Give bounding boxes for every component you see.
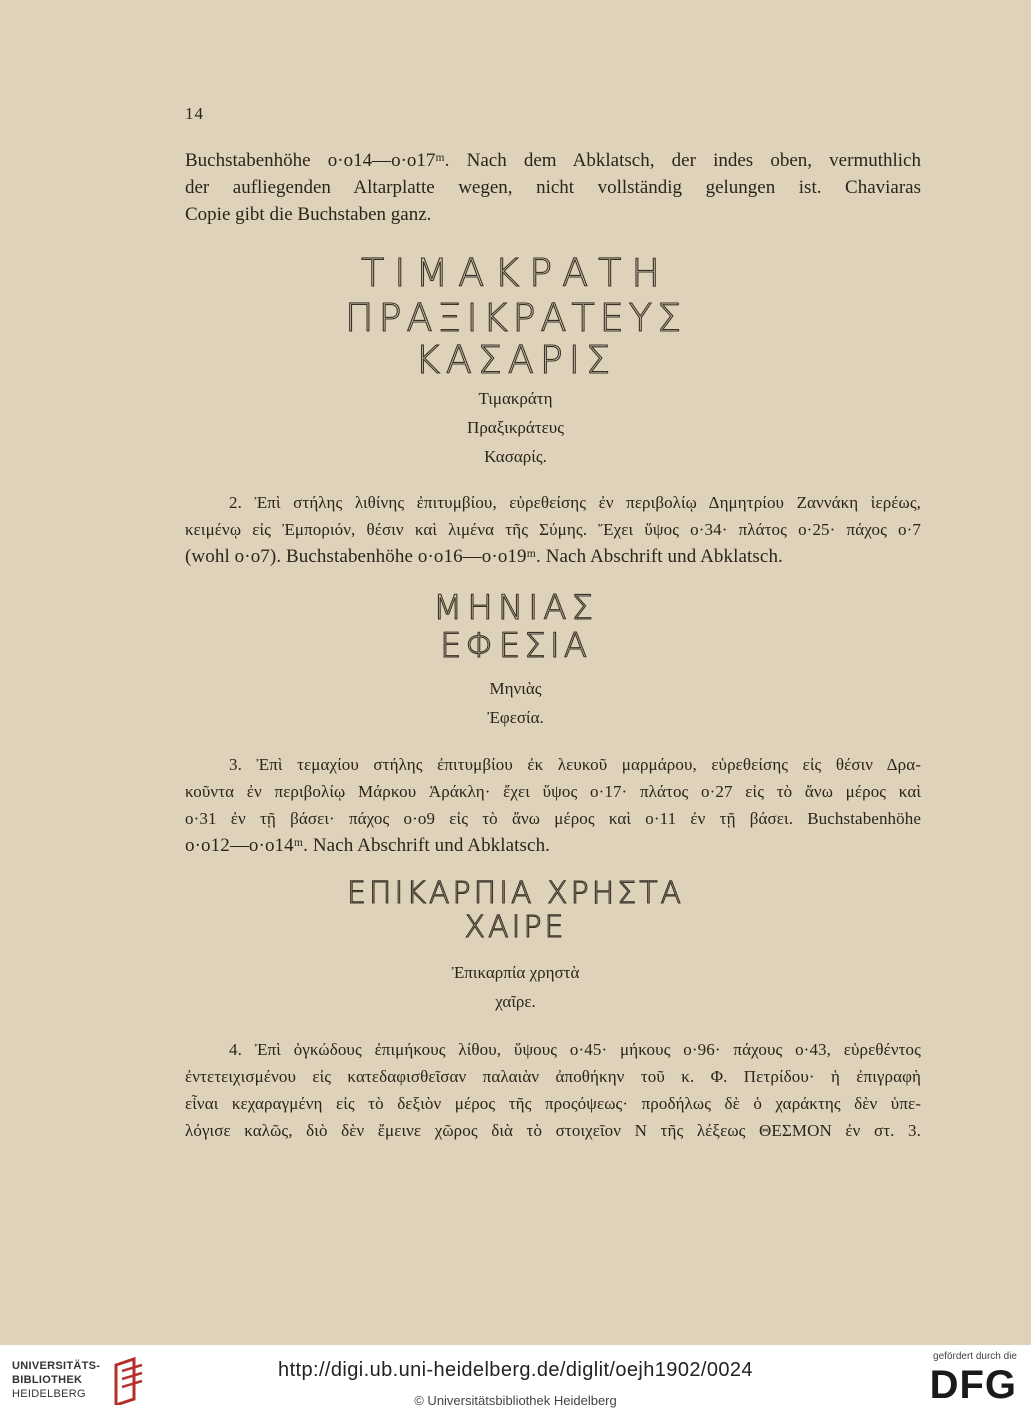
para4-line: ἐντετειχισμένου εἰς κατεδαφισθεῖσαν παλαιὰν ἀποθήκην τοῦ κ. Φ. Πετρίδου· ἡ ἐπιγραφὴ [185,1067,921,1086]
inscription-2-line: ΜΗΝΙΑΣ [432,588,599,628]
transcription-line: Κασαρίς. [484,447,547,466]
transcription-line: χαῖρε. [495,992,536,1011]
transcription-line: Τιμακράτη [478,389,553,408]
para2-line: (wohl o·o7). Buchstabenhöhe o·o16—o·o19ᵐ. Nach Abschrift und Abklatsch. [185,546,783,567]
para3-line: κοῦντα ἐν περιβολίῳ Μάρκου Ἀράκλη· ἔχει ὕψος ο·17· πλάτος ο·27 εἰς τὸ ἄνω μέρος καὶ [185,782,921,801]
para4-line: 4. Ἐπὶ ὀγκώδους ἐπιμήκους λίθου, ὕψους ο·45· μήκους ο·96· πάχους ο·43, εὑρεθέντος [229,1040,921,1059]
para2-line: κειμένῳ εἰς Ἐμποριόν, θέσιν καὶ λιμένα τῆς Σύμης. Ἔχει ὕψος ο·34· πλάτος ο·25· πάχος ο·7 [185,520,921,539]
para3-line: ο·31 ἐν τῇ βάσει· πάχος ο·ο9 εἰς τὸ ἄνω μέρος καὶ ο·11 ἐν τῇ βάσει. Buchstabenhöhe [185,809,921,828]
library-name-line: UNIVERSITÄTS- [12,1360,101,1372]
transcription-1 [0,384,1031,471]
para4-line: εἶναι κεχαραγμένη εἰς τὸ δεξιὸν μέρος τῆς προςόψεως· προδήλως δὲ ὁ χαράκτης δὲν ὑπε- [185,1094,921,1113]
para3-line: o·o12—o·o14ᵐ. Nach Abschrift und Abklatsch. [185,835,551,856]
permalink-url[interactable]: http://digi.ub.uni-heidelberg.de/diglit/oejh1902/0024 [278,1359,753,1381]
para4-line: λόγισε καλῶς, διὸ δὲν ἔμεινε χῶρος διὰ τὸ στοιχεῖον Ν τῆς λέξεως ΘΕΣΜΟΝ ἐν στ. 3. [185,1121,921,1140]
inscription-2-line: ΕΦΕΣΙΑ [440,626,591,666]
inscription-3-line: ΕΠΙΚΑΡΠΙΑ ΧΡΗΣΤΑ [346,876,685,911]
inscription-1-line: ΤΙΜΑΚΡΑΤΗ [361,251,670,295]
inscription-1-line: ΠΡΑΞΙΚΡΑΤΕΥΣ [345,296,686,340]
transcription-2 [0,674,1031,732]
paragraph-1 [185,147,921,228]
para3-line: 3. Ἐπὶ τεμαχίου στήλης ἐπιτυμβίου ἐκ λευκοῦ μαρμάρου, εὑρεθείσης εἰς θέσιν Δρα- [229,755,921,774]
transcription-3 [0,958,1031,1016]
para1-line: der aufliegenden Altarplatte wegen, nicht vollständig gelungen ist. Chaviaras [185,177,921,198]
transcription-line: Πραξικράτευς [467,418,564,437]
inscription-3-line: ΧΑΙΡΕ [464,910,567,945]
funded-by-label: gefördert durch die [933,1351,1017,1362]
para1-line: Copie gibt die Buchstaben ganz. [185,204,432,225]
transcription-line: Ἐπικαρπία χρηστὰ [451,963,580,982]
transcription-line: Ἐφεσία. [487,708,544,727]
dfg-wordmark: DFG [929,1363,1017,1407]
viewer-footer [0,1345,1031,1419]
library-name-line: HEIDELBERG [12,1388,86,1400]
inscription-1-line: ΚΑΣΑΡΙΣ [414,338,617,382]
paragraph-3 [185,751,921,859]
transcription-line: Μηνιὰς [489,679,542,698]
library-name-line: BIBLIOTHEK [12,1374,83,1386]
paragraph-4 [185,1036,921,1144]
copyright-notice: © Universitätsbibliothek Heidelberg [414,1393,617,1408]
para2-line: 2. Ἐπὶ στήλης λιθίνης ἐπιτυμβίου, εὑρεθείσης ἐν περιβολίῳ Δημητρίου Ζαννάκη ἱερέως, [229,493,921,512]
dfg-logo[interactable] [917,1351,1017,1415]
page-number: 14 [185,104,204,123]
para1-line: Buchstabenhöhe o·o14—o·o17ᵐ. Nach dem Abklatsch, der indes oben, vermuthlich [185,150,921,171]
paragraph-2 [185,489,921,570]
